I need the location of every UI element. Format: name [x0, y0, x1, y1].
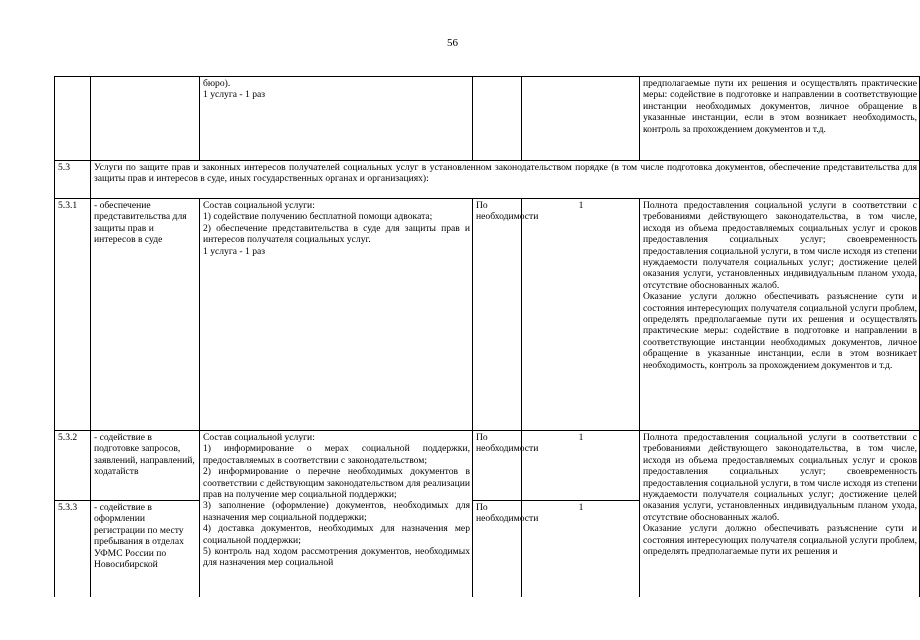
indicators-paragraph: Полнота предоставления социальной услуги в соответствии с требованиями действующего законодательства, в том числе, исходя из объема предоставляемых социальных услуг и сроков предоставления социальных услуг; своевременность предоставления социальной услуги, в том числе исходя из степени нуждаемости получателя социальных услуг; достижение целей оказания услуги, установленных индивидуальным планом ухода, отсутствие обоснованных жалоб.: [643, 200, 917, 291]
composition-title: Состав социальной услуги:: [203, 200, 315, 211]
indicators-cell: предполагаемые пути их решения и осуществлять практические меры: содействие в подготовке и направлении в соответствующие инстанции необходимых документов, личное обращение в указанные инстанции, если в этом возникает необходимость, контроль за прохождением документов и т.д.: [640, 77, 920, 161]
composition-title: Состав социальной услуги:: [203, 432, 315, 443]
term-cell: [473, 77, 522, 161]
indicators-cell: [640, 431, 920, 597]
volume-cell: 1: [522, 431, 640, 501]
section-title: Услуги по защите прав и законных интересов получателей социальных услуг в установленном законодательством порядке (в том числе подготовка документов, обеспечение представительства для защиты прав и интересов в суде, иных государственных органах и организациях):: [91, 161, 920, 199]
composition-line: 1) содействие получению бесплатной помощи адвоката;: [203, 211, 433, 223]
volume-cell: 1: [522, 199, 640, 431]
table-row-5-3-2: [55, 431, 920, 501]
services-table: [54, 76, 920, 597]
table-row-continuation: [55, 77, 920, 161]
item-number: 5.3.3: [55, 501, 91, 597]
composition-line: 1) информирование о мерах социальной поддержки, предоставляемых в соответствии с законодательством;: [203, 443, 470, 466]
item-number: 5.3.1: [55, 199, 91, 431]
indicators-cell: [640, 199, 920, 431]
composition-line: 4) доставка документов, необходимых для назначения мер социальной поддержки;: [203, 523, 470, 546]
item-name: - содействие в подготовке запросов, заявлений, направлений, ходатайств: [91, 431, 200, 501]
composition-line: 2) информирование о перечне необходимых документов в соответствии с действующим законодательством для реализации прав на получение мер социальной поддержки;: [203, 466, 470, 501]
term-cell: По необходимости: [473, 431, 522, 501]
composition-line: 3) заполнение (оформление) документов, необходимых для назначения мер социальной поддержки;: [203, 500, 470, 523]
composition-line: бюро).: [203, 78, 231, 89]
table-row-section-5-3: [55, 161, 920, 199]
term-cell: По необходимости: [473, 501, 522, 597]
name-cell: [91, 77, 200, 161]
item-name: - обеспечение представительства для защиты прав и интересов в суде: [91, 199, 200, 431]
composition-line: 5) контроль над ходом рассмотрения документов, необходимых для назначения мер социальной: [203, 546, 470, 569]
number-cell: [55, 77, 91, 161]
composition-cell: [200, 199, 473, 431]
indicators-paragraph: Оказание услуги должно обеспечивать разъяснение сути и состояния интересующих получателя социальной услуги проблем, определять предполагаемые пути их решения и осуществлять практические меры: содействие в подготовке и направлении в соответствующие инстанции необходимых документов, личное обращение в указанные инстанции, если в этом возникает необходимость, контроль за прохождением документов и т.д.: [643, 291, 917, 371]
item-name: - содействие в оформлении регистрации по месту пребывания в отделах УФМС России по Новосибирской: [91, 501, 200, 597]
volume-cell: [522, 77, 640, 161]
section-number: 5.3: [55, 161, 91, 199]
indicators-paragraph: Оказание услуги должно обеспечивать разъяснение сути и состояния интересующих получателя социальной услуги проблем, определять предполагаемые пути их решения и: [643, 523, 917, 558]
table-row-5-3-1: [55, 199, 920, 431]
term-cell: По необходимости: [473, 199, 522, 431]
item-number: 5.3.2: [55, 431, 91, 501]
page-number: 56: [447, 37, 458, 49]
composition-line: 1 услуга - 1 раз: [203, 89, 266, 101]
composition-line: 1 услуга - 1 раз: [203, 245, 266, 257]
composition-cell: [200, 431, 473, 597]
composition-line: 2) обеспечение представительства в суде для защиты прав и интересов получателя социальных услуг.: [203, 222, 470, 246]
indicators-paragraph: Полнота предоставления социальной услуги в соответствии с требованиями действующего законодательства, в том числе, исходя из объема предоставляемых социальных услуг и сроков предоставления социальных услуг; своевременность предоставления социальной услуги, в том числе исходя из степени нуждаемости получателя социальных услуг; достижение целей оказания услуги, установленных индивидуальным планом ухода, отсутствие обоснованных жалоб.: [643, 432, 917, 523]
volume-cell: 1: [522, 501, 640, 597]
composition-cell: [200, 77, 473, 161]
